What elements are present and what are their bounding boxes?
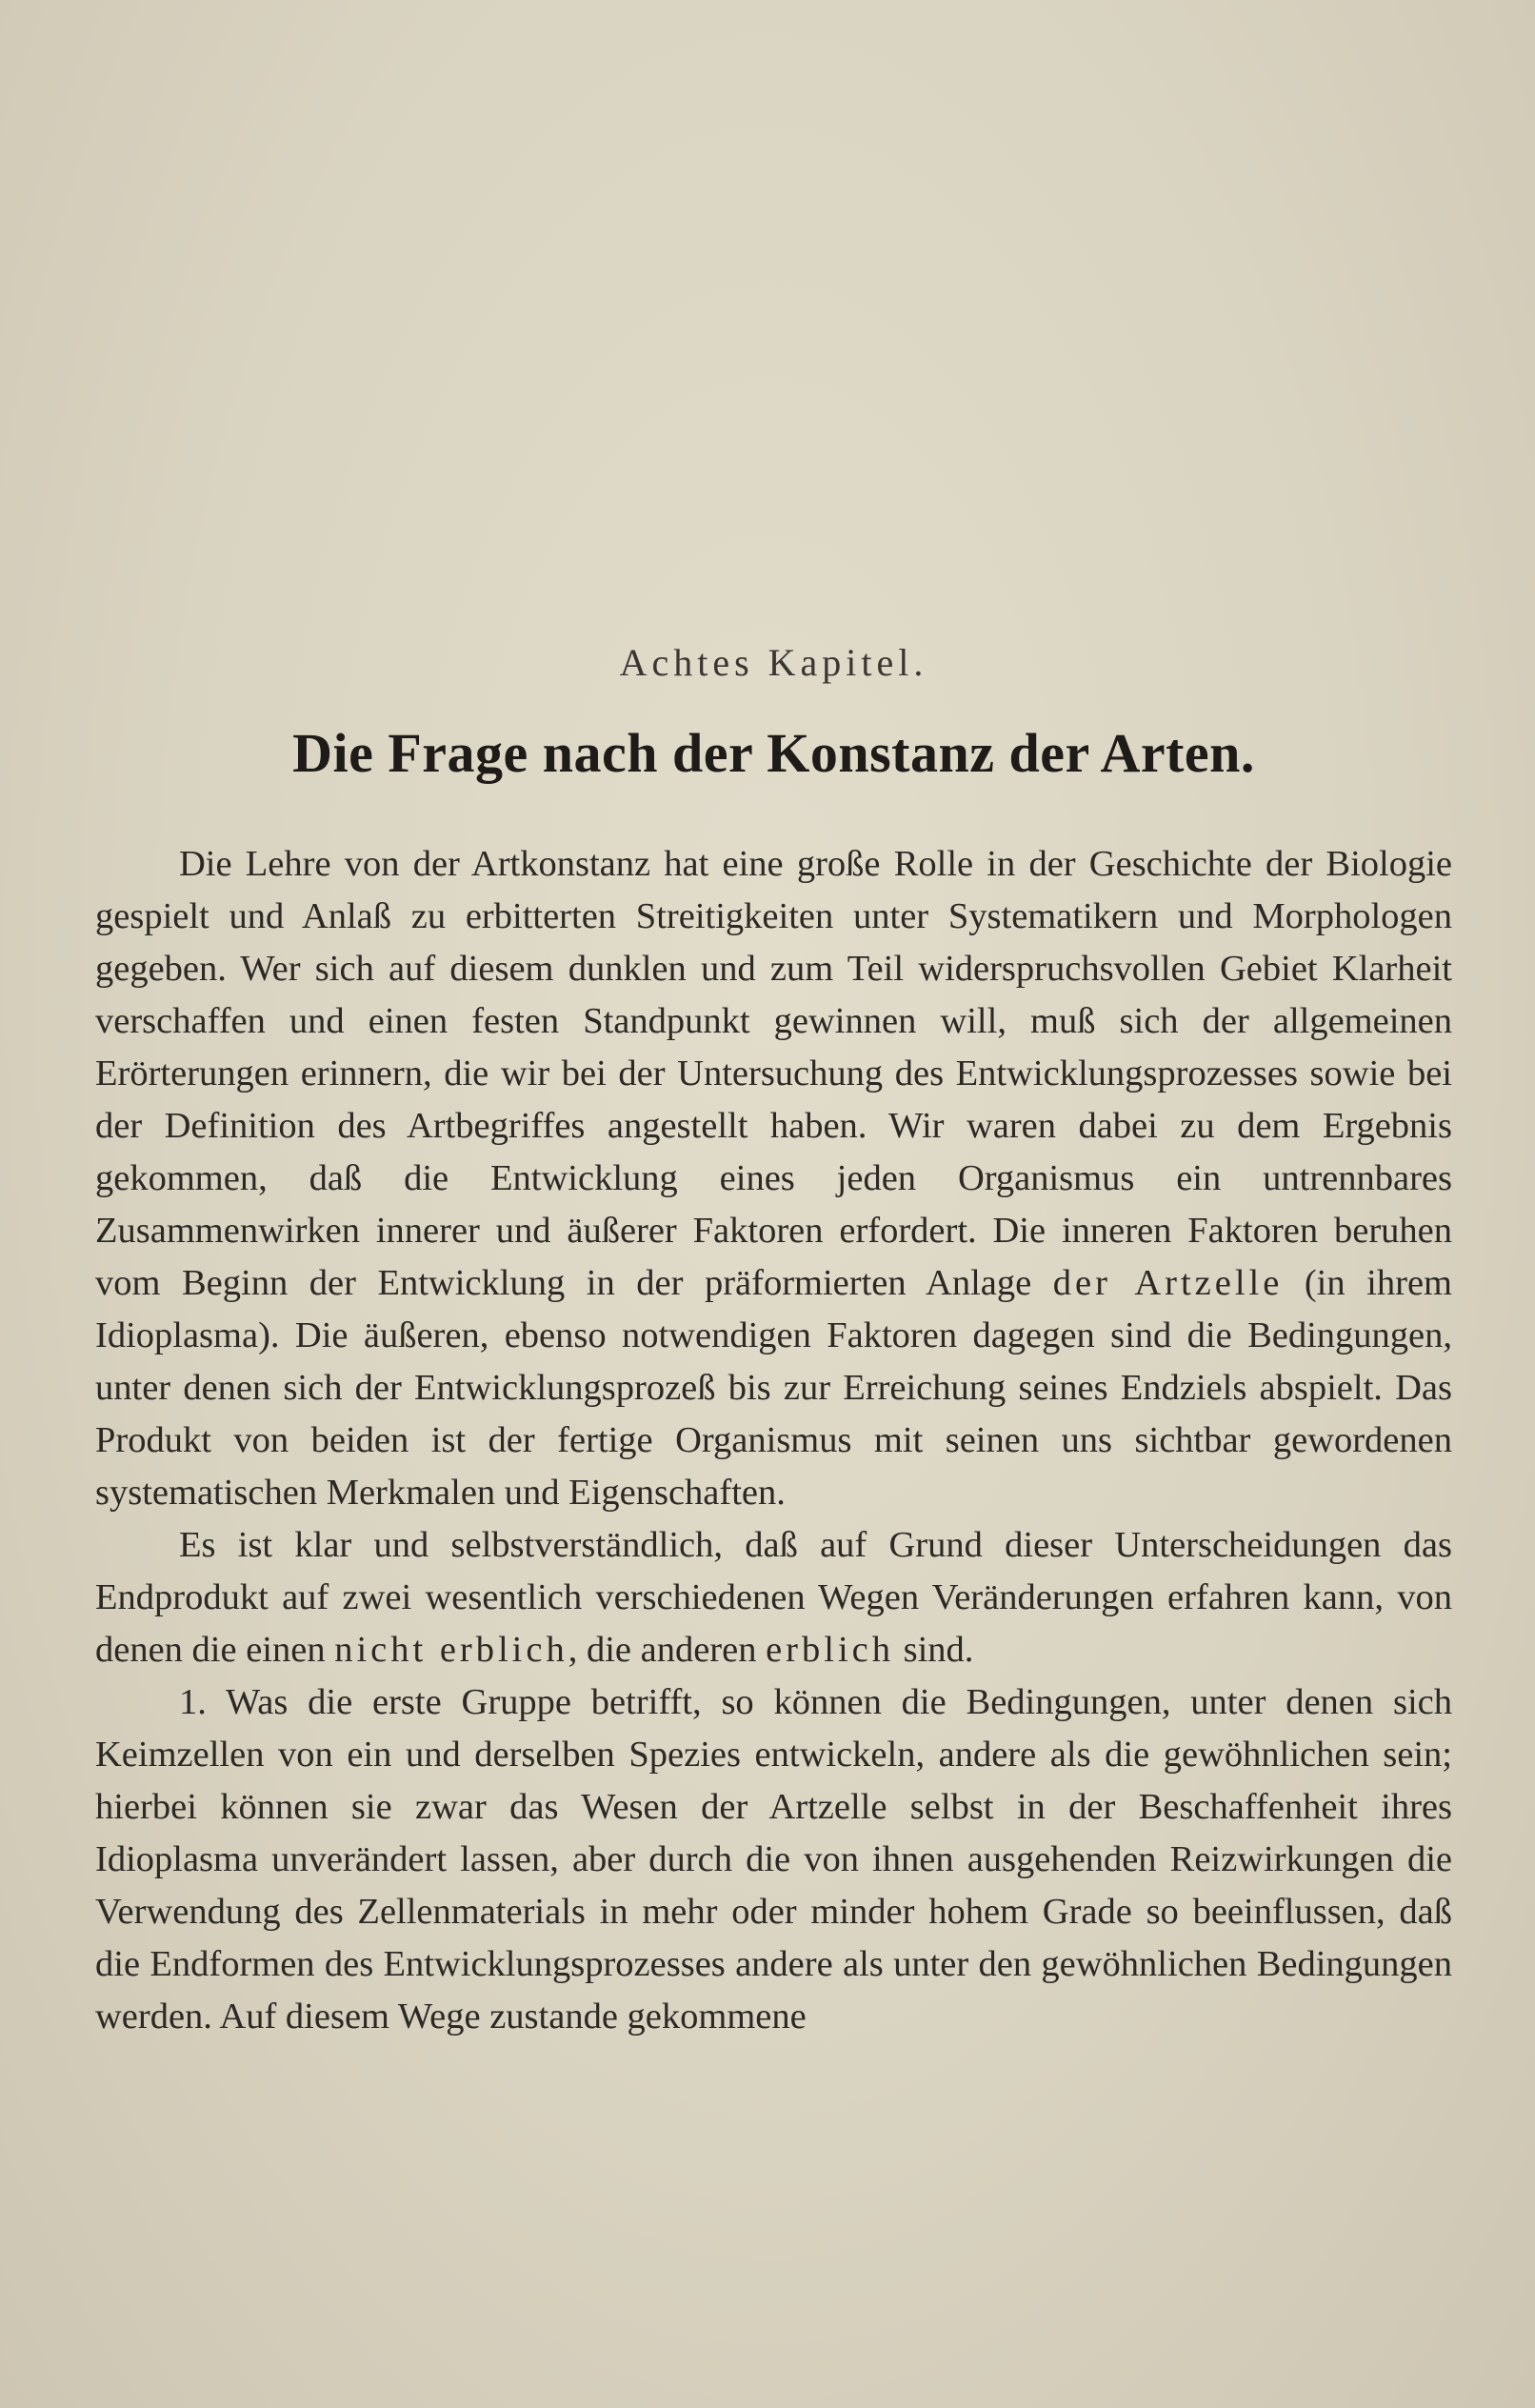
paragraph-2 [95,1519,1452,1676]
paragraph-1 [95,838,1452,1519]
book-page [95,0,1452,2408]
text-segment: Es ist klar und selbstverständlich, daß auf Grund dieser Unterscheidungen das Endprodukt auf zwei wesentlich verschiedenen Wegen Veränderungen erfahren kann, von denen die einen [95,1525,1452,1670]
text-segment: (in ihrem Idioplasma). Die äußeren, ebenso notwendigen Faktoren dagegen sind die Bedingungen, unter denen sich der Entwicklungsprozeß bis zur Erreichung seines Endziels abspielt. Das Produkt von beiden ist der fertige Organismus mit seinen uns sichtbar gewordenen systematischen Merkmalen und Eigenschaften. [95,1263,1452,1513]
text-segment: sind. [893,1630,974,1670]
emphasis-segment: erblich [766,1630,894,1670]
paragraph-3 [95,1676,1452,2043]
text-segment: 1. Was die erste Gruppe betrifft, so können die Bedingungen, unter denen sich Keimzellen von ein und derselben Spezies entwickeln, andere als die gewöhnlichen sein; hierbei können sie zwar das Wesen der Artzelle selbst in der Beschaffenheit ihres Idioplasma unverändert lassen, aber durch die von ihnen ausgehenden Reizwirkungen die Verwendung des Zellenmaterials in mehr oder minder hohem Grade so beeinflussen, daß die Endformen des Entwicklungsprozesses andere als unter den gewöhnlichen Bedingungen werden. Auf diesem Wege zustande gekommene [95,1682,1452,2037]
emphasis-segment: der Artzelle [1052,1263,1284,1303]
text-segment: , die anderen [568,1630,767,1670]
emphasis-segment: nicht erblich [334,1630,568,1670]
body-text [95,838,1452,2043]
chapter-label: Achtes Kapitel. [619,641,928,684]
chapter-title: Die Frage nach der Konstanz der Arten. [292,722,1255,784]
text-segment: Die Lehre von der Artkonstanz hat eine große Rolle in der Geschichte der Biologie gespielt und Anlaß zu erbitterten Streitigkeiten unter Systematikern und Morphologen gegeben. Wer sich auf diesem dunklen und zum Teil widerspruchsvollen Gebiet Klarheit verschaffen und einen festen Standpunkt gewinnen will, muß sich der allgemeinen Erörterungen erinnern, die wir bei der Untersuchung des Entwicklungsprozesses sowie bei der Definition des Artbegriffes angestellt haben. Wir waren dabei zu dem Ergebnis gekommen, daß die Entwicklung eines jeden Organismus ein untrennbares Zusammenwirken innerer und äußerer Faktoren erfordert. Die inneren Faktoren beruhen vom Beginn der Entwicklung in der präformierten Anlage [95,844,1452,1303]
